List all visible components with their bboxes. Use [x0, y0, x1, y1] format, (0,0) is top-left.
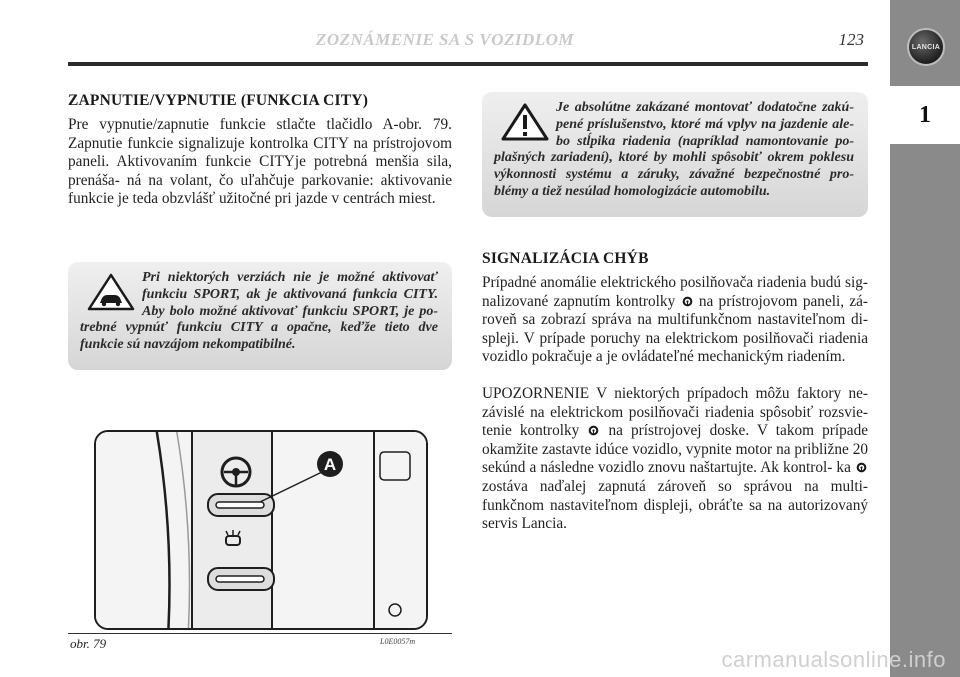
chapter-tab-label: 1 [919, 101, 931, 128]
steering-warning-icon [682, 296, 693, 307]
chapter-sidebar [890, 0, 960, 677]
faults-paragraph-1 [482, 274, 868, 367]
faults-p2-part-c: zostáva naďalej zapnutá zároveň so správou na multi- funkčnom nastaviteľnom displeji, obráťte sa na autorizovaný servis Lancia. [482, 477, 868, 533]
figure-caption: obr. 79 [70, 636, 107, 651]
car-warning-icon [86, 272, 136, 312]
warning-box-sport [68, 262, 452, 370]
figure-code: L0E0057m [380, 637, 416, 646]
dashboard-switch-illustration [96, 432, 428, 630]
page-number: 123 [838, 30, 864, 49]
left-column [68, 92, 452, 209]
figure-79 [94, 430, 428, 630]
chapter-tab[interactable] [890, 86, 960, 144]
warning-box-accessories [482, 92, 868, 217]
logo-text: LANCIA [911, 43, 941, 51]
header-rule [68, 62, 868, 66]
faults-p1-part-a: Prípadné anomálie elektrického posilňovača riadenia budú sig- nalizované zapnutím kontrolky [482, 274, 868, 310]
faults-paragraph-2 [482, 385, 868, 534]
section-heading-city: ZAPNUTIE/VYPNUTIE (FUNKCIA CITY) [68, 92, 369, 109]
faults-p2-part-b: na prístrojovej doske. V takom prípade okamžite zastavte idúce vozidlo, vypnite motor na približne 20 sekúnd a následne vozidlo znovu naštartujte. Ak kontrol- ka [482, 422, 869, 477]
section-heading-faults: SIGNALIZÁCIA CHÝB [482, 250, 649, 267]
lancia-logo-icon [907, 28, 945, 66]
steering-warning-icon [588, 425, 599, 436]
exclamation-warning-icon [500, 102, 550, 142]
callout-label: A [323, 455, 337, 474]
city-paragraph: Pre vypnutie/zapnutie funkcie stlačte tlačidlo A-obr. 79. Zapnutie funkcie signalizuje kontrolka CITY na prístrojovom paneli. Aktivovaním funkcie CITYje potrebná menšia sila, prenáša- ná na volant, čo uľahčuje parkovanie: aktivovanie funkcie je teda obzvlášť užitočné pri jazde v centrách miest. [68, 116, 452, 208]
figure-caption-rule [68, 633, 452, 634]
running-header-title: ZOZNÁMENIE SA S VOZIDLOM [315, 30, 575, 49]
faults-p1-part-b: na prístrojovom paneli, zá- roveň sa zobrazí správa na multifunkčnom nastaviteľnom di- spleji. V prípade poruchy na elektrickom posilňovači riadenia vozidlo pokračuje a je ovládateľné mechanickým riadením. [482, 292, 869, 366]
warning-text-accessories: Je absolútne zakázané montovať dodatočne zakú- pené príslušenstvo, ktoré má vplyv na jazdenie ale- bo stĺpika riadenia (napríklad namontovanie po- plašných zariadení), ktoré by mohli spôsobiť okrem poklesu výkonnosti systému a záruky, závažné bezpečnostné pro- blémy a tiež nesúlad homologizácie automobilu. [494, 100, 854, 199]
steering-warning-icon [856, 462, 867, 473]
right-column [482, 250, 868, 534]
faults-p2-part-a: UPOZORNENIE V niektorých prípadoch môžu faktory ne- závislé na elektrickom posilňovači riadenia spôsobiť rozsvie- tenie kontrolky [482, 384, 868, 440]
watermark: carmanualsonline.info [721, 647, 946, 672]
warning-text-sport: Pri niektorých verziách nie je možné aktivovať funkciu SPORT, ak je aktivovaná funkcia CITY. Aby bolo možné aktivovať funkciu SPORT, je po- trebné vypnúť funkciu CITY a opačne, keďže tieto dve funkcie sú navzájom nekompatibilné. [80, 270, 438, 353]
